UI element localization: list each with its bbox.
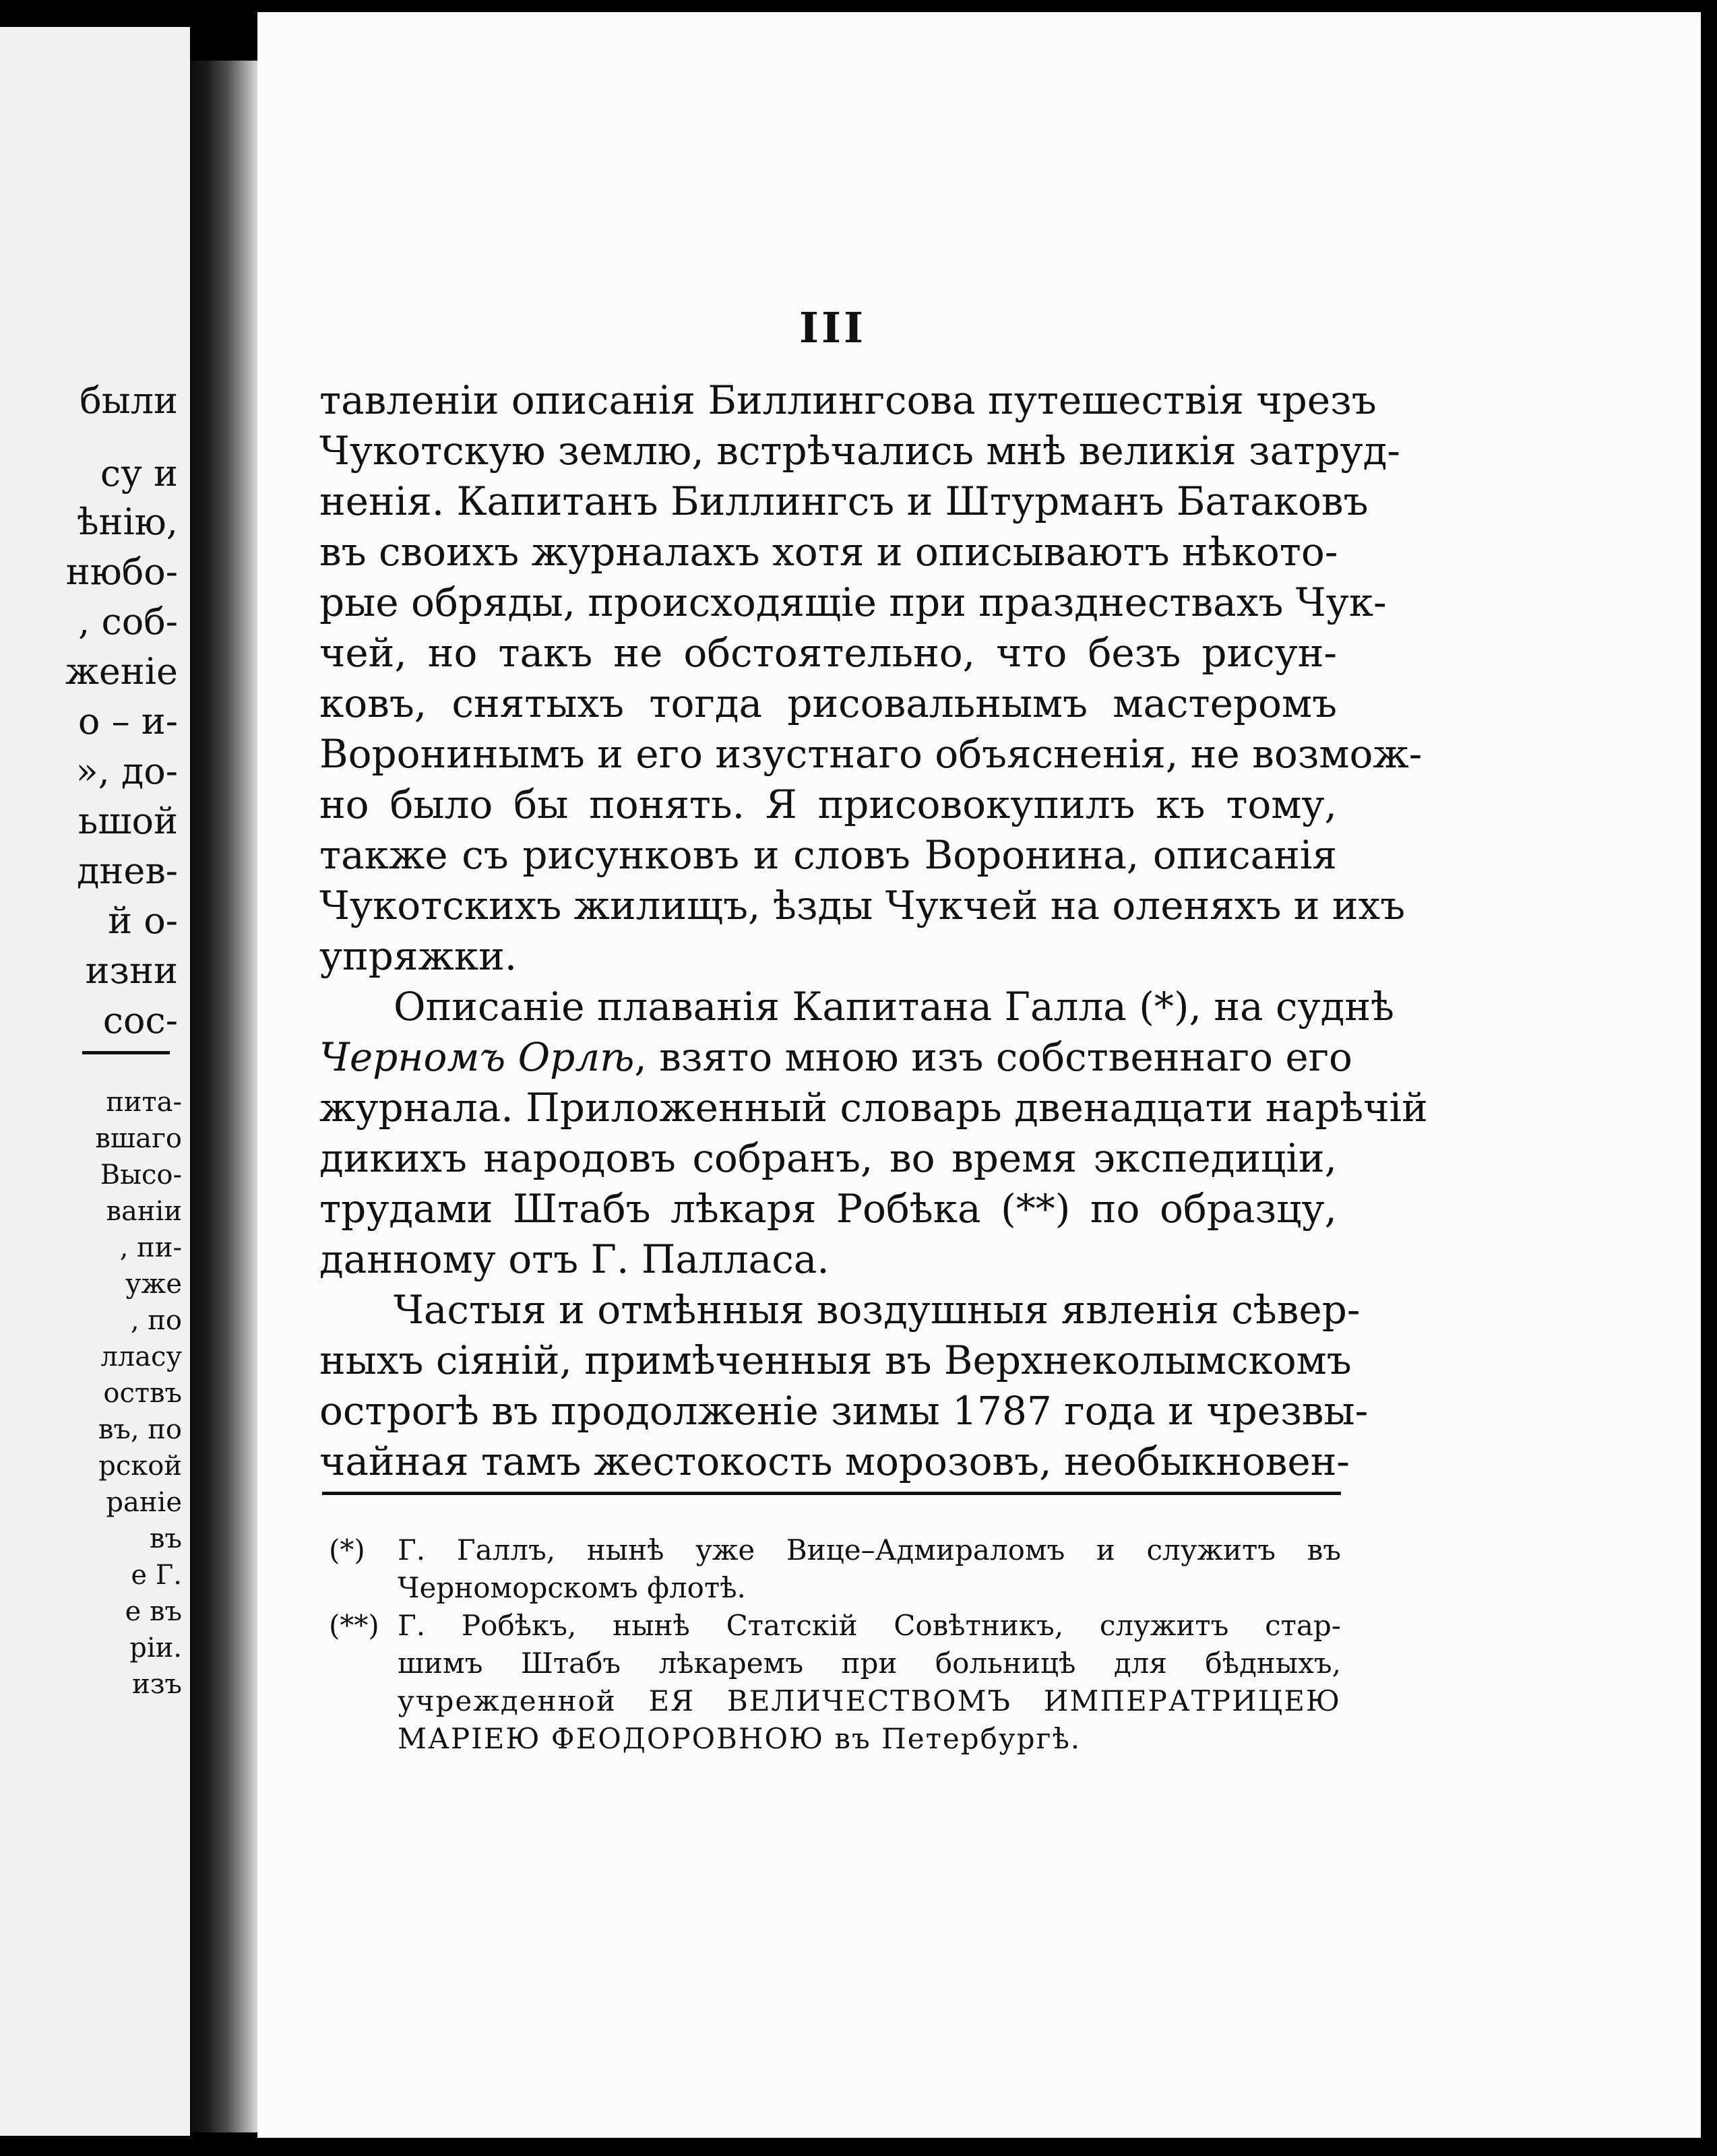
- left-footnote-line: лласу: [100, 1341, 182, 1372]
- left-footnote-line: вшаго: [95, 1123, 182, 1154]
- body-text-line: также съ рисунковъ и словъ Воронина, описанія: [319, 832, 1337, 878]
- left-footnote-line: пита-: [106, 1087, 182, 1118]
- left-page-line: о – и-: [77, 700, 178, 742]
- body-text-line: Чукотскую землю, встрѣчались мнѣ великія затруд-: [319, 428, 1400, 474]
- ship-name-italic: Черномъ Орлѣ: [319, 1034, 635, 1080]
- left-footnote-rule: [82, 1051, 170, 1054]
- left-page-line: », до-: [75, 750, 178, 792]
- footnote-line: шимъ Штабъ лѣкаремъ при больницѣ для бѣдныхъ,: [398, 1647, 1341, 1680]
- body-text-line: чайная тамъ жестокость морозовъ, необыкновен-: [319, 1438, 1350, 1484]
- body-text-line: данному отъ Г. Палласа.: [319, 1236, 830, 1282]
- left-footnote-line: изъ: [132, 1669, 182, 1700]
- left-footnote-line: , пи-: [119, 1232, 182, 1263]
- body-text-line: ковъ, снятыхъ тогда рисовальнымъ мастеромъ: [319, 680, 1337, 726]
- body-text-line: журнала. Приложенный словарь двенадцати нарѣчій: [319, 1085, 1428, 1131]
- left-page-line: ѣнію,: [76, 501, 178, 543]
- footnote-rule: [322, 1492, 1341, 1495]
- left-footnote-line: уже: [125, 1269, 182, 1300]
- page-number: III: [799, 303, 867, 352]
- left-footnote-line: въ: [150, 1523, 182, 1554]
- left-page-line: изни: [85, 949, 178, 992]
- body-text-line: но было бы понять. Я присовокупилъ къ тому,: [319, 782, 1337, 827]
- left-footnote-line: ваніи: [106, 1196, 182, 1227]
- left-page-line: й о-: [108, 899, 178, 942]
- body-text-segment: , взято мною изъ собственнаго его: [634, 1034, 1352, 1080]
- body-text-line: Чукотскихъ жилищъ, ѣзды Чукчей на оленяхъ и ихъ: [319, 883, 1406, 928]
- footnote-line: МАРІЕЮ ФЕОДОРОВНОЮ въ Петербургѣ.: [398, 1722, 1082, 1755]
- body-text-line: острогѣ въ продолженіе зимы 1787 года и чрезвы-: [319, 1388, 1369, 1434]
- left-facing-page: [0, 27, 190, 2136]
- body-text-line: Воронинымъ и его изустнаго объясненія, не возмож-: [319, 731, 1423, 777]
- footnote-line: Г. Галлъ, нынѣ уже Вице–Адмираломъ и служитъ въ: [398, 1533, 1341, 1566]
- footnote-marker: (**): [329, 1609, 379, 1642]
- body-text-line: рые обряды, происходящіе при празднествахъ Чук-: [319, 579, 1387, 625]
- left-footnote-line: Высо-: [100, 1160, 182, 1191]
- left-footnote-line: оствъ: [103, 1378, 182, 1409]
- body-text-line: упряжки.: [319, 933, 518, 979]
- left-page-line: нюбо-: [65, 550, 178, 593]
- left-footnote-line: рской: [98, 1451, 182, 1482]
- left-page-line: женіе: [65, 650, 178, 693]
- body-text-line: дикихъ народовъ собранъ, во время экспедиціи,: [319, 1135, 1337, 1181]
- footnote-line: Черноморскомъ флотѣ.: [398, 1571, 746, 1604]
- left-page-line: су и: [100, 452, 178, 495]
- footnote-marker: (*): [329, 1533, 365, 1566]
- left-page-line: ьшой: [77, 800, 178, 842]
- left-footnote-line: е Г.: [131, 1560, 182, 1591]
- left-page-line: были: [80, 379, 178, 422]
- body-text-line: въ своихъ журналахъ хотя и описываютъ нѣкото-: [319, 529, 1338, 575]
- body-text-line: Частыя и отмѣнныя воздушныя явленія сѣвер-: [394, 1287, 1361, 1333]
- body-text-line: ненія. Капитанъ Биллингсъ и Штурманъ Батаковъ: [319, 478, 1369, 524]
- body-text-line: тавленіи описанія Биллингсова путешествія чрезъ: [319, 377, 1377, 423]
- left-footnote-line: е въ: [125, 1596, 182, 1627]
- body-text-line: чей, но такъ не обстоятельно, что безъ рисун-: [319, 630, 1337, 676]
- left-footnote-line: ріи.: [129, 1632, 182, 1663]
- left-footnote-line: , по: [130, 1305, 182, 1336]
- body-text-line: ныхъ сіяній, примѣченныя въ Верхнеколымскомъ: [319, 1337, 1352, 1383]
- left-page-line: , соб-: [78, 600, 178, 643]
- left-page-line: днев-: [77, 850, 178, 892]
- footnote-line: учрежденной ЕЯ ВЕЛИЧЕСТВОМЪ ИМПЕРАТРИЦЕЮ: [398, 1684, 1341, 1717]
- body-text-line: трудами Штабъ лѣкаря Робѣка (**) по образцу,: [319, 1186, 1337, 1232]
- footnote-line: Г. Робѣкъ, нынѣ Статскій Совѣтникъ, служитъ стар-: [398, 1609, 1341, 1642]
- left-page-line: сос-: [102, 999, 178, 1042]
- book-gutter-shadow: [190, 61, 257, 2132]
- left-footnote-line: въ, по: [98, 1414, 182, 1445]
- left-footnote-line: раніе: [106, 1487, 182, 1518]
- body-text-line: Описаніе плаванія Капитана Галла (*), на суднѣ: [394, 984, 1395, 1029]
- body-text-line: [319, 1034, 1352, 1080]
